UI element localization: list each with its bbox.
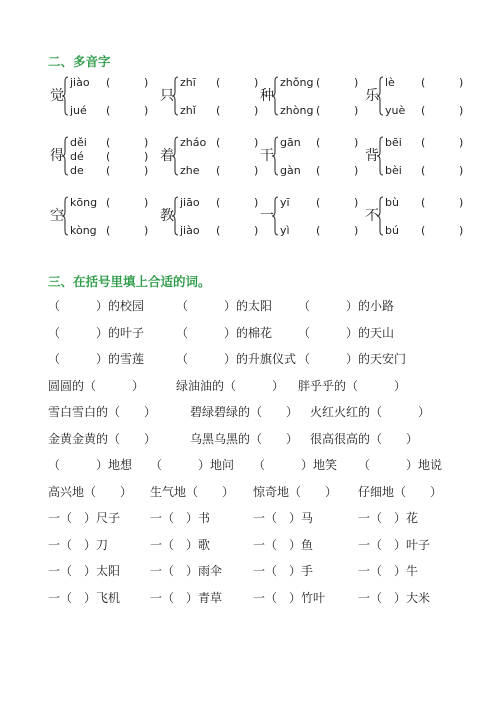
polyphone-item [260,196,380,240]
polyphone-character: 一 [260,208,274,224]
fill-in-blank[interactable]: 惊奇地（ ） [253,485,338,499]
answer-blank-close: ) [459,104,464,117]
answer-blank-open[interactable]: ( [421,76,426,89]
answer-blank-close: ) [254,196,259,209]
pinyin-reading [180,224,259,238]
polyphone-item [260,136,380,180]
fill-in-blank[interactable]: （ ）的升旗仪式 [176,352,297,366]
answer-blank-open[interactable]: ( [316,76,321,89]
left-brace-icon [172,76,178,116]
fill-in-blank[interactable]: （ ）的太阳 [176,299,273,313]
answer-blank-open[interactable]: ( [106,136,111,149]
answer-blank-close: ) [459,136,464,149]
pinyin-reading [280,164,359,178]
pinyin-text: kōng [70,196,98,209]
fill-in-blank[interactable]: 绿油油的（ ） [176,379,285,393]
answer-blank-close: ) [144,136,149,149]
pinyin-reading [180,104,259,118]
polyphone-character: 得 [50,148,64,164]
pinyin-reading [280,196,359,210]
pinyin-reading [70,150,149,164]
pinyin-text: zhe [180,164,200,177]
answer-blank-close: ) [144,164,149,177]
answer-blank-close: ) [354,164,359,177]
answer-blank-close: ) [459,224,464,237]
fill-in-blank[interactable]: 一（ ）花 [358,511,419,525]
fill-in-blank[interactable]: 一（ ）刀 [48,538,109,552]
answer-blank-close: ) [254,224,259,237]
answer-blank-open[interactable]: ( [106,164,111,177]
fill-in-blank[interactable]: 碧绿碧绿的（ ） [190,405,299,419]
polyphone-item [260,76,380,120]
pinyin-text: lè [385,76,395,89]
polyphone-character: 只 [160,88,174,104]
pinyin-reading [70,136,149,150]
pinyin-text: zhī [180,76,196,89]
left-brace-icon [272,76,278,116]
answer-blank-close: ) [254,76,259,89]
answer-blank-close: ) [144,104,149,117]
answer-blank-close: ) [354,224,359,237]
answer-blank-open[interactable]: ( [216,196,221,209]
polyphone-character: 觉 [50,88,64,104]
fill-in-blank[interactable]: 金黄金黄的（ ） [48,432,157,446]
answer-blank-open[interactable]: ( [216,164,221,177]
fill-in-blank[interactable]: 一（ ）大米 [358,591,431,605]
answer-blank-open[interactable]: ( [316,196,321,209]
fill-in-blank[interactable]: 很高很高的（ ） [310,432,419,446]
fill-in-blank[interactable]: 乌黑乌黑的（ ） [190,432,299,446]
answer-blank-close: ) [354,136,359,149]
left-brace-icon [272,196,278,236]
polyphone-character: 种 [260,88,274,104]
fill-in-blank[interactable]: 一（ ）雨伞 [150,564,223,578]
answer-blank-open[interactable]: ( [216,104,221,117]
pinyin-text: de [70,164,84,177]
fill-in-blank[interactable]: 一（ ）牛 [358,564,419,578]
polyphone-item [50,136,170,180]
left-brace-icon [172,196,178,236]
pinyin-text: yī [280,196,290,209]
answer-blank-close: ) [459,196,464,209]
pinyin-text: bèi [385,164,402,177]
fill-in-blank[interactable]: 一（ ）青草 [150,591,223,605]
fill-in-blank[interactable]: 雪白雪白的（ ） [48,405,157,419]
answer-blank-close: ) [144,76,149,89]
pinyin-text: jiāo [180,196,200,209]
left-brace-icon [272,136,278,176]
fill-in-blank[interactable]: 一（ ）歌 [150,538,211,552]
fill-in-blank[interactable]: 一（ ）飞机 [48,591,121,605]
fill-in-blank[interactable]: 高兴地（ ） [48,485,133,499]
pinyin-text: bù [385,196,399,209]
pinyin-text: zhǒng [280,76,314,89]
fill-in-blank[interactable]: （ ）地说 [358,458,443,472]
pinyin-reading [280,136,359,150]
left-brace-icon [377,196,383,236]
fill-in-blank[interactable]: 一（ ）竹叶 [253,591,326,605]
pinyin-reading [70,76,149,90]
fill-in-blank[interactable]: （ ）的雪莲 [48,352,145,366]
answer-blank-close: ) [144,196,149,209]
pinyin-reading [385,104,464,118]
pinyin-reading [70,224,149,238]
polyphone-character: 乐 [365,88,379,104]
fill-in-blank[interactable]: （ ）的天山 [298,326,395,340]
fill-in-blank[interactable]: （ ）地问 [150,458,235,472]
pinyin-reading [280,104,359,118]
left-brace-icon [377,76,383,116]
pinyin-text: jiào [70,76,90,89]
pinyin-text: bēi [385,136,402,149]
polyphone-item [365,196,485,240]
answer-blank-open[interactable]: ( [106,150,111,163]
polyphone-character: 着 [160,148,174,164]
answer-blank-close: ) [354,196,359,209]
left-brace-icon [62,76,68,116]
pinyin-text: bú [385,224,399,237]
polyphone-character: 背 [365,148,379,164]
pinyin-text: yuè [385,104,406,117]
section-2-heading: 二、多音字 [48,54,111,69]
answer-blank-close: ) [459,76,464,89]
polyphone-item [50,76,170,120]
fill-in-blank[interactable]: （ ）的叶子 [48,326,145,340]
fill-in-blank[interactable]: 一（ ）手 [253,564,314,578]
pinyin-text: yì [280,224,290,237]
answer-blank-open[interactable]: ( [216,224,221,237]
answer-blank-open[interactable]: ( [106,76,111,89]
pinyin-text: zháo [180,136,207,149]
fill-in-blank[interactable]: 一（ ）书 [150,511,211,525]
pinyin-reading [70,104,149,118]
answer-blank-close: ) [144,150,149,163]
pinyin-reading [180,76,259,90]
pinyin-reading [280,76,359,90]
fill-in-blank[interactable]: （ ）的校园 [48,299,145,313]
pinyin-text: zhǐ [180,104,196,117]
pinyin-reading [385,76,464,90]
pinyin-text: jué [70,104,87,117]
left-brace-icon [62,136,68,176]
section-3-heading: 三、在括号里填上合适的词。 [48,274,211,289]
answer-blank-open[interactable]: ( [106,104,111,117]
pinyin-reading [385,196,464,210]
fill-in-blank[interactable]: 胖乎乎的（ ） [298,379,407,393]
left-brace-icon [377,136,383,176]
left-brace-icon [172,136,178,176]
pinyin-reading [180,164,259,178]
fill-in-blank[interactable]: 一（ ）鱼 [253,538,314,552]
answer-blank-open[interactable]: ( [316,224,321,237]
pinyin-text: děi [70,136,87,149]
pinyin-text: dé [70,150,84,163]
fill-in-blank[interactable]: 火红火红的（ ） [310,405,431,419]
fill-in-blank[interactable]: （ ）的天安门 [298,352,407,366]
pinyin-reading [385,136,464,150]
pinyin-reading [385,164,464,178]
answer-blank-open[interactable]: ( [421,104,426,117]
answer-blank-open[interactable]: ( [316,136,321,149]
pinyin-text: jiào [180,224,200,237]
polyphone-character: 空 [50,208,64,224]
polyphone-character: 干 [260,148,274,164]
fill-in-blank[interactable]: 圆圆的（ ） [48,379,145,393]
pinyin-reading [280,224,359,238]
answer-blank-close: ) [254,136,259,149]
answer-blank-open[interactable]: ( [106,224,111,237]
pinyin-text: gàn [280,164,301,177]
pinyin-reading [70,164,149,178]
pinyin-text: zhòng [280,104,314,117]
answer-blank-close: ) [354,76,359,89]
answer-blank-open[interactable]: ( [421,224,426,237]
pinyin-text: kòng [70,224,97,237]
fill-in-blank[interactable]: 一（ ）马 [253,511,314,525]
pinyin-reading [385,224,464,238]
fill-in-blank[interactable]: 一（ ）叶子 [358,538,431,552]
pinyin-reading [180,136,259,150]
fill-in-blank[interactable]: 一（ ）尺子 [48,511,121,525]
answer-blank-open[interactable]: ( [421,136,426,149]
answer-blank-open[interactable]: ( [421,164,426,177]
answer-blank-open[interactable]: ( [316,104,321,117]
answer-blank-close: ) [144,224,149,237]
answer-blank-close: ) [354,104,359,117]
fill-in-blank[interactable]: （ ）地想 [48,458,133,472]
polyphone-item [365,136,485,180]
answer-blank-close: ) [254,104,259,117]
left-brace-icon [62,196,68,236]
fill-in-blank[interactable]: 仔细地（ ） [358,485,443,499]
fill-in-blank[interactable]: （ ）的棉花 [176,326,273,340]
fill-in-blank[interactable]: 生气地（ ） [150,485,235,499]
fill-in-blank[interactable]: （ ）地笑 [253,458,338,472]
answer-blank-open[interactable]: ( [106,196,111,209]
answer-blank-open[interactable]: ( [216,136,221,149]
polyphone-character: 教 [160,208,174,224]
polyphone-character: 不 [365,208,379,224]
pinyin-reading [180,196,259,210]
answer-blank-close: ) [459,164,464,177]
pinyin-text: gān [280,136,301,149]
pinyin-reading [70,196,149,210]
fill-in-blank[interactable]: （ ）的小路 [298,299,395,313]
answer-blank-close: ) [254,164,259,177]
polyphone-item [50,196,170,240]
answer-blank-open[interactable]: ( [316,164,321,177]
answer-blank-open[interactable]: ( [421,196,426,209]
answer-blank-open[interactable]: ( [216,76,221,89]
fill-in-blank[interactable]: 一（ ）太阳 [48,564,121,578]
polyphone-item [365,76,485,120]
